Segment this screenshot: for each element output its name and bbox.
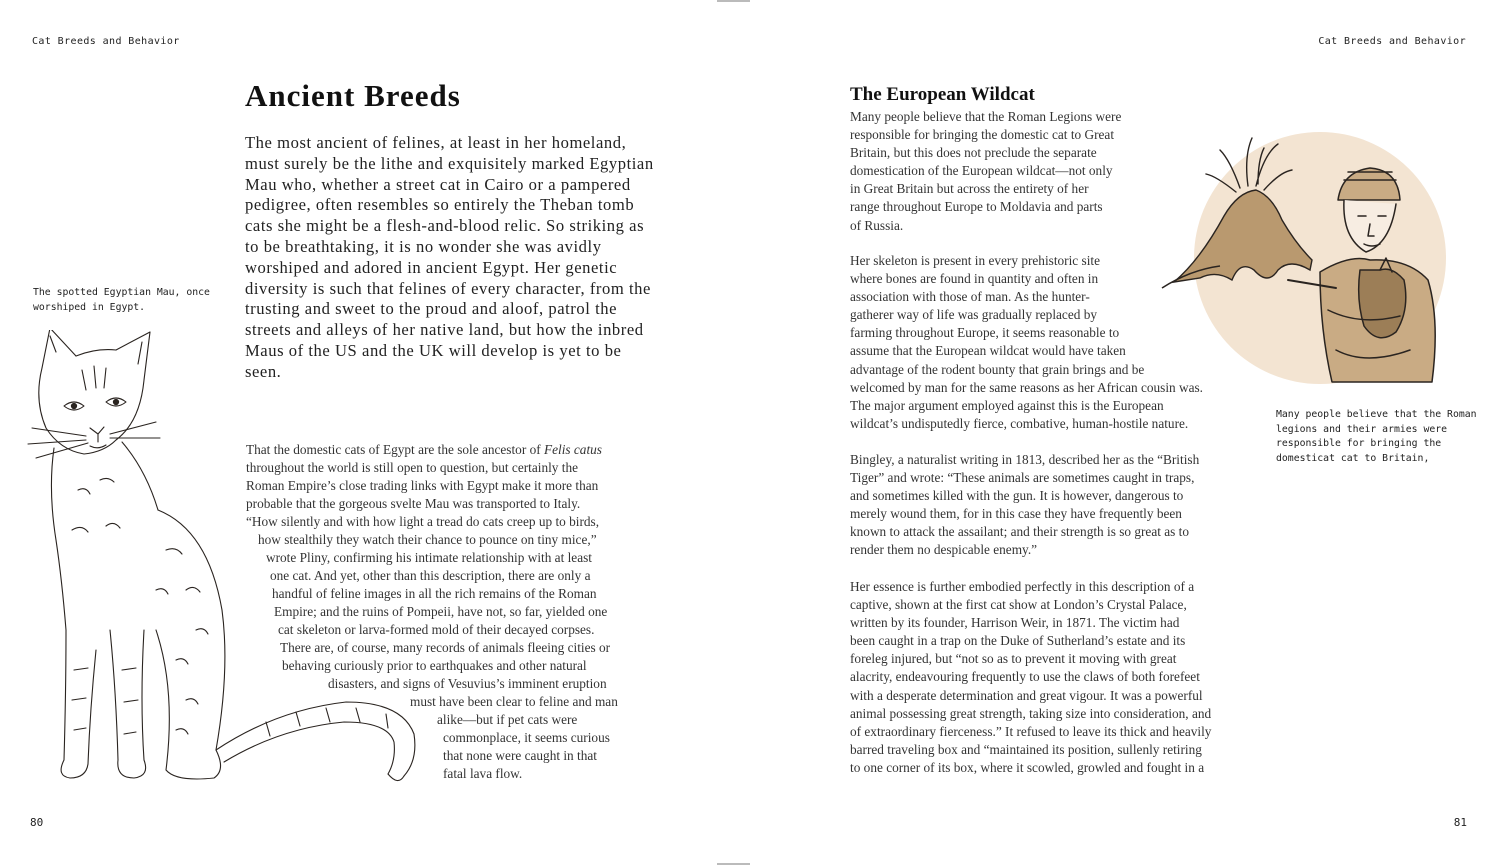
text-line: domestication of the European wildcat—not only: [850, 163, 1113, 179]
intro-paragraph: The most ancient of felines, at least in her homeland, must surely be the lithe and exquisitely marked Egyptian Mau who, whether a street cat in Cairo or a pampered pedigree, often resembles so entirely the Theban tomb cats she might be a flesh-and-blood relic. So striking as to be breathtaking, it is no wonder she was avidly worshiped and adored in ancient Egypt. Her genetic diversity is such that felines of every character, from the trusting and sweet to the proud and aloof, patrol the streets and alleys of her native land, but how the inbred Maus of the US and the UK will develop is yet to be seen.: [245, 133, 654, 381]
text-line: render them no despicable enemy.”: [850, 542, 1038, 558]
caption-line: responsible for bringing the: [1276, 438, 1442, 449]
paragraph-bingley: [850, 451, 1199, 560]
text-line: of extraordinary fierceness.” It refused to leave its thick and heavily: [850, 723, 1212, 739]
caption-line: The spotted Egyptian Mau, once: [33, 287, 210, 298]
body-line: fatal lava flow.: [443, 766, 523, 781]
text-line: The major argument employed against this is the European: [850, 397, 1164, 413]
body-line: alike—but if pet cats were: [437, 712, 578, 727]
text-line: Bingley, a naturalist writing in 1813, described her as the “British: [850, 452, 1200, 467]
text-line: where bones are found in quantity and often in: [850, 271, 1099, 287]
paragraph-crystal-palace: [850, 578, 1211, 777]
text-line: alacrity, endeavouring frequently to use the claws of both forefeet: [850, 669, 1200, 685]
roman-caption: [1276, 408, 1496, 466]
body-line: Roman Empire’s close trading links with Egypt make it more than: [246, 478, 599, 493]
text-line: been caught in a trap on the Duke of Sutherland’s estate and its: [850, 633, 1186, 649]
text-line: Many people believe that the Roman Legions were: [850, 109, 1122, 124]
caption-line: legions and their armies were: [1276, 423, 1448, 435]
body-line: Empire; and the ruins of Pompeii, have not, so far, yielded one: [274, 604, 608, 619]
text-line: range throughout Europe to Moldavia and parts: [850, 199, 1103, 215]
text-line: assume that the European wildcat would have taken: [850, 343, 1126, 359]
text-line: gatherer way of life was gradually replaced by: [850, 307, 1097, 323]
text-line: with a desperate determination and great vigour. It was a powerful: [850, 687, 1203, 703]
text-line: to one corner of its box, where it scowled, growled and fought in a: [850, 759, 1205, 775]
body-line: There are, of course, many records of animals fleeing cities or: [280, 640, 611, 655]
body-line: must have been clear to feline and man: [410, 694, 618, 709]
body-line: how stealthily they watch their chance to pounce on tiny mice,”: [258, 532, 597, 547]
body-line: throughout the world is still open to question, but certainly the: [246, 460, 579, 475]
body-line: probable that the gorgeous svelte Mau was transported to Italy.: [246, 496, 581, 511]
folio-right: 81: [1453, 816, 1467, 829]
paragraph-skeleton: [850, 252, 1203, 433]
text-line: written by its founder, Harrison Weir, in 1871. The victim had: [850, 615, 1180, 631]
latin-name: Felis catus: [543, 442, 602, 457]
text-line: barred traveling box and “maintained its position, sullenly retiring: [850, 741, 1202, 757]
text-line: Tiger” and wrote: “These animals are sometimes caught in traps,: [850, 470, 1195, 486]
text-line: welcomed by man for the same reasons as her African cousin was.: [850, 379, 1203, 395]
text-line: known to attack the assailant; and their strength is so great as to: [850, 524, 1189, 540]
text-line: farming throughout Europe, it seems reasonable to: [850, 325, 1120, 341]
text-line: foreleg injured, but “not so as to prevent it moving with great: [850, 651, 1177, 667]
body-line: cat skeleton or larva-formed mold of their decayed corpses.: [278, 622, 595, 637]
text-line: in Great Britain but across the entirety of her: [850, 181, 1089, 197]
text-line: animal possessing great strength, taking size into consideration, and: [850, 705, 1212, 721]
text-line: responsible for bringing the domestic cat to Great: [850, 127, 1115, 143]
page-title: Ancient Breeds: [245, 78, 461, 113]
body-line: wrote Pliny, confirming his intimate relationship with at least: [266, 550, 592, 565]
text-line: captive, shown at the first cat show at London’s Crystal Palace,: [850, 597, 1187, 613]
text-line: advantage of the rodent bounty that grain brings and be: [850, 361, 1145, 377]
body-line: disasters, and signs of Vesuvius’s imminent eruption: [328, 676, 607, 691]
body-line: that none were caught in that: [443, 748, 597, 763]
text-line: association with those of man. As the hunter-: [850, 289, 1090, 305]
caption-line: worshiped in Egypt.: [33, 301, 146, 313]
running-head-left: Cat Breeds and Behavior: [32, 36, 180, 47]
running-head-right: Cat Breeds and Behavior: [1318, 36, 1466, 47]
section-heading: The European Wildcat: [850, 84, 1035, 105]
text-line: of Russia.: [850, 217, 904, 233]
body-line: one cat. And yet, other than this description, there are only a: [270, 568, 591, 583]
text-line: merely wound them, for in this case they have frequently been: [850, 506, 1182, 522]
mau-caption: [33, 286, 233, 315]
text-line: Britain, but this does not preclude the separate: [850, 145, 1097, 161]
caption-line: domesticat cat to Britain,: [1276, 452, 1430, 464]
roman-soldier-illustration: [1160, 120, 1470, 395]
text-line: Her skeleton is present in every prehistoric site: [850, 253, 1100, 268]
body-line: commonplace, it seems curious: [443, 730, 610, 745]
caption-line: Many people believe that the Roman: [1276, 409, 1477, 420]
folio-left: 80: [30, 816, 44, 829]
body-line: That the domestic cats of Egypt are the sole ancestor of Felis catus: [246, 442, 602, 457]
text-line: wildcat’s undisputedly fierce, combative, human-hostile nature.: [850, 415, 1189, 431]
body-line: handful of feline images in all the rich remains of the Roman: [272, 586, 597, 601]
paragraph-roman-legions: [850, 108, 1121, 235]
body-line: “How silently and with how light a tread do cats creep up to birds,: [246, 514, 600, 529]
text-line: Her essence is further embodied perfectly in this description of a: [850, 579, 1195, 594]
text-line: and sometimes killed with the gun. It is however, dangerous to: [850, 488, 1184, 504]
body-line: behaving curiously prior to earthquakes and other natural: [282, 658, 587, 673]
